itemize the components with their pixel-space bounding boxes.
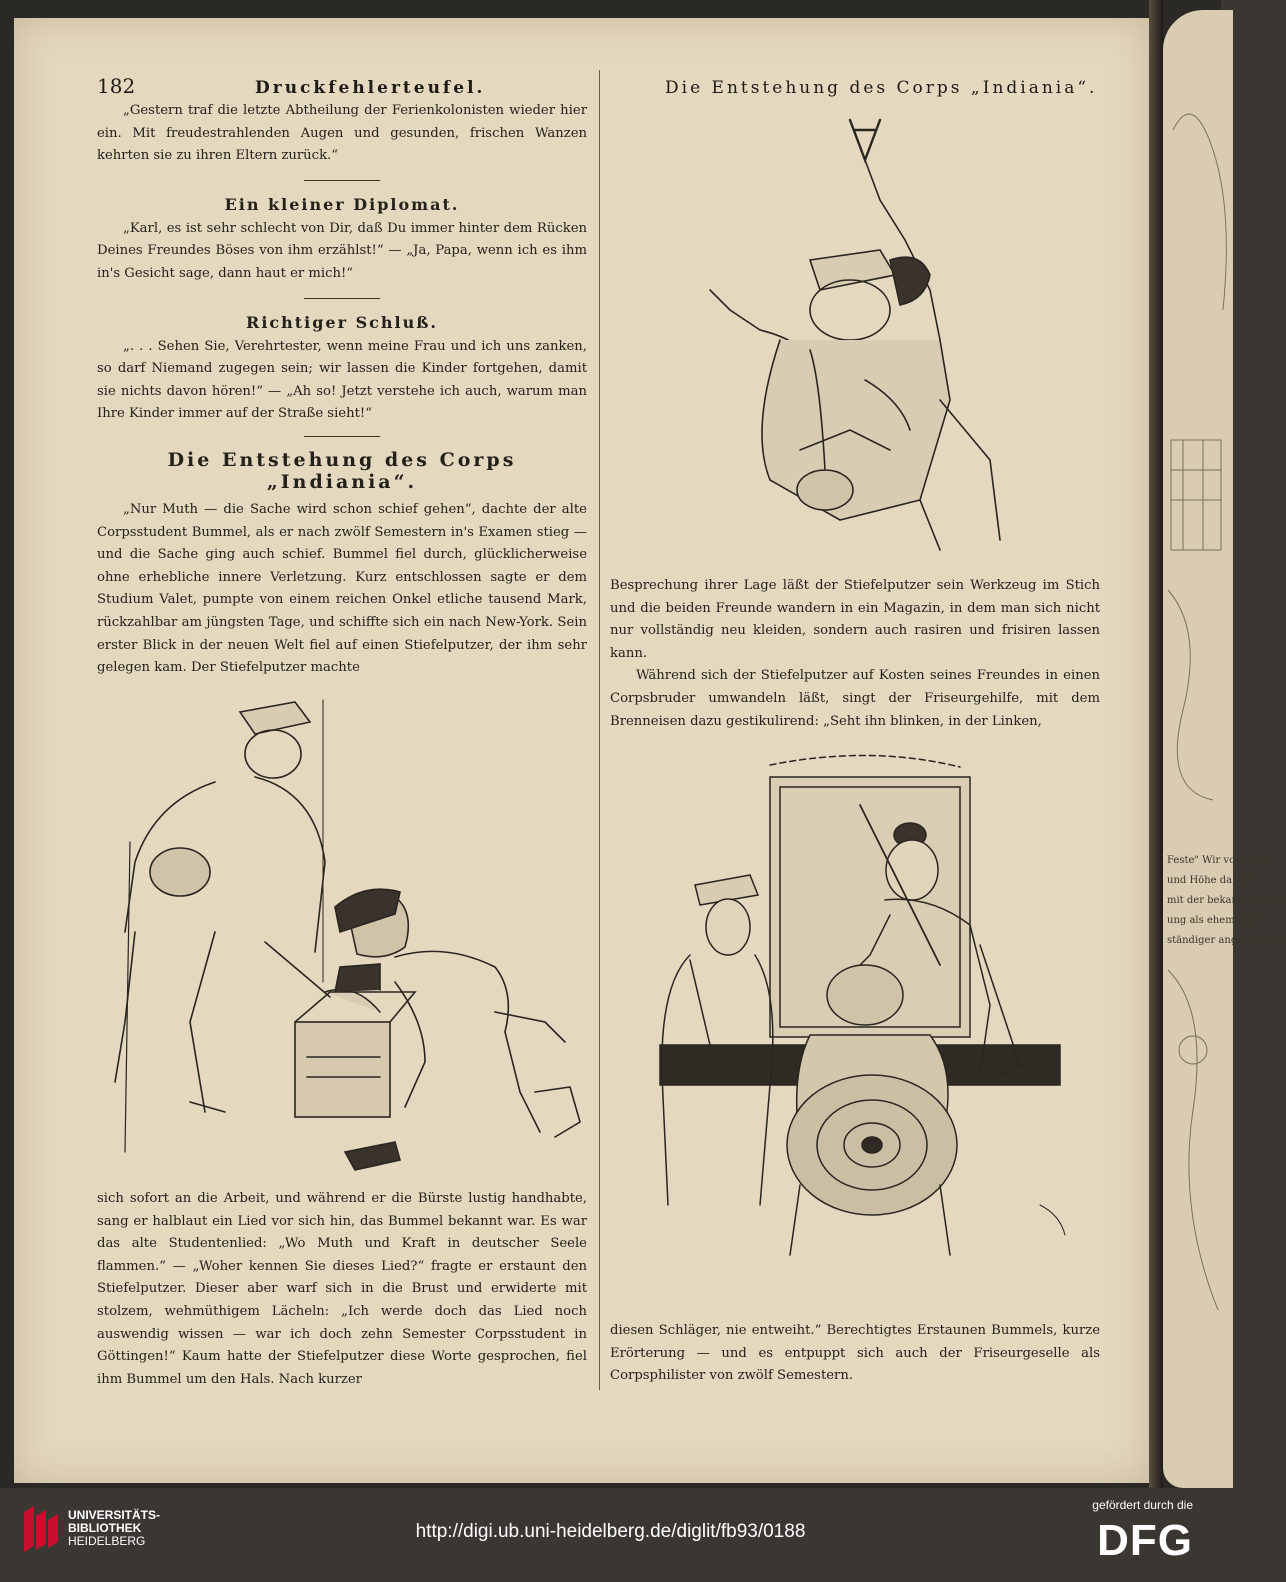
column-divider — [599, 70, 600, 1390]
right-running-header: Die Entstehung des Corps „Indiania“. — [665, 78, 1098, 98]
story-paragraph-4: Während sich der Stiefelputzer auf Kosten seines Freundes in einen Corpsbruder umwandeln läßt, singt der Friseurgehilfe, mit dem Brenneisen dazu gestikulirend: „Seht ihn blinken, in der Linken, — [610, 668, 1100, 729]
adjacent-text-line: ständiger angehört hat — [1167, 935, 1285, 946]
barber-illustration — [640, 745, 1100, 1265]
diplomat-heading: Ein kleiner Diplomat. — [224, 194, 460, 214]
right-column-middle — [610, 575, 1100, 733]
story-paragraph-5: diesen Schläger, nie entweiht.“ Berechtigtes Erstaunen Bummels, kurze Erörterung — und es entpuppt sich auch der Friseurgeselle als Corpsphilister von zwölf Semestern. — [610, 1323, 1100, 1384]
diplomat-joke: „Karl, es ist sehr schlecht von Dir, daß Du immer hinter dem Rücken Deines Freundes Böses von ihm erzählst!“ — „Ja, Papa, wenn ich es ihm in's Gesicht sage, dann haut er mich!“ — [97, 220, 587, 281]
story-paragraph-2: sich sofort an die Arbeit, und während er die Bürste lustig handhabte, sang er halblaut ein Lied vor sich hin, das Bummel bekannt war. Es war das alte Studentenlied: „Wo Muth und Kraft in deutscher Seele flammen.“ — „Woher kennen Sie dieses Lied?“ fragte er erstaunt den Stiefelputzer. Dieser aber warf sich in die Brust und erwiderte mit stolzem, wehmüthigem Lächeln: „Ich werde doch das Lied noch auswendig wissen — war ich doch zehn Semester Corpsstudent in Göttingen!“ Kaum hatte der Stiefelputzer diese Worte gesprochen, fiel ihm Bummel um den Hals. Nach kurzer — [97, 1191, 587, 1387]
book-spine — [1149, 0, 1163, 1488]
separator-rule — [304, 180, 380, 181]
page-number: 182 — [97, 74, 136, 98]
adjacent-text-line: Feste" Wir vom Blitz — [1167, 855, 1271, 866]
adjacent-text-line: mit der bekannten Tant — [1167, 895, 1286, 906]
schluss-joke: „. . . Sehen Sie, Verehrtester, wenn meine Frau und ich uns zanken, so darf Niemand zugegen sein; wir lassen die Kinder fortgehen, damit sie nichts davon hören!“ — „Ah so! Jetzt verstehe ich auch, warum man Ihre Kinder immer auf der Straße sieht!“ — [97, 338, 587, 422]
viewer-footer — [0, 1488, 1221, 1582]
library-name-line: UNIVERSITÄTS- — [68, 1508, 161, 1522]
story-paragraph-3: Besprechung ihrer Lage läßt der Stiefelputzer sein Werkzeug im Stich und die beiden Freunde wandern in ein Magazin, in dem man sich nicht nur vollständig neu kleiden, sondern auch rasiren und frisiren lassen kann. — [610, 578, 1100, 661]
bootblack-illustration — [95, 692, 595, 1182]
adjacent-page-illustration — [1163, 10, 1233, 1488]
permalink-url[interactable]: http://digi.ub.uni-heidelberg.de/diglit/fb93/0188 — [415, 1521, 806, 1542]
druckfehler-joke: „Gestern traf die letzte Abtheilung der Ferienkolonisten wieder hier ein. Mit freudestrahlenden Augen und gesunden, frischen Wanzen kehrten sie zu ihren Eltern zurück.“ — [97, 103, 587, 164]
dfg-logo: DFG — [1097, 1516, 1193, 1565]
right-column-bottom — [610, 1320, 1100, 1388]
embrace-illustration — [690, 100, 1030, 560]
story-paragraph-1: „Nur Muth — die Sache wird schon schief gehen“, dachte der alte Corpsstudent Bummel, als er nach zwölf Semestern in's Examen stieg — und die Sache ging auch schief. Bummel fiel durch, glücklicherweise ohne erhebliche innere Verletzung. Kurz entschlossen sagte er dem Studium Valet, pumpte von einem reichen Onkel etliche tausend Mark, rückzahlbar am jüngsten Tage, und schiffte sich ein nach New-York. Sein erster Blick in der neuen Welt fiel auf einen Stiefelputzer, der ihm sehr gelegen kam. Der Stiefelputzer machte — [97, 501, 587, 676]
library-name-line: HEIDELBERG — [68, 1534, 146, 1548]
adjacent-text-line: ung als ehemaliger — [1167, 915, 1265, 926]
left-running-header: Druckfehlerteufel. — [255, 78, 486, 98]
funding-note: gefördert durch die — [1092, 1498, 1193, 1512]
library-name-line: BIBLIOTHEK — [68, 1521, 142, 1535]
separator-rule — [304, 298, 380, 299]
story-heading: Die Entstehung des Corps „Indiania“. — [167, 448, 517, 493]
left-column-bottom — [97, 1188, 587, 1391]
separator-rule — [304, 436, 380, 437]
adjacent-text-line: und Höhe da, der — [1167, 875, 1256, 886]
left-column-top — [97, 100, 587, 680]
schluss-heading: Richtiger Schluß. — [246, 312, 438, 332]
adjacent-page-edge — [1163, 10, 1286, 1488]
